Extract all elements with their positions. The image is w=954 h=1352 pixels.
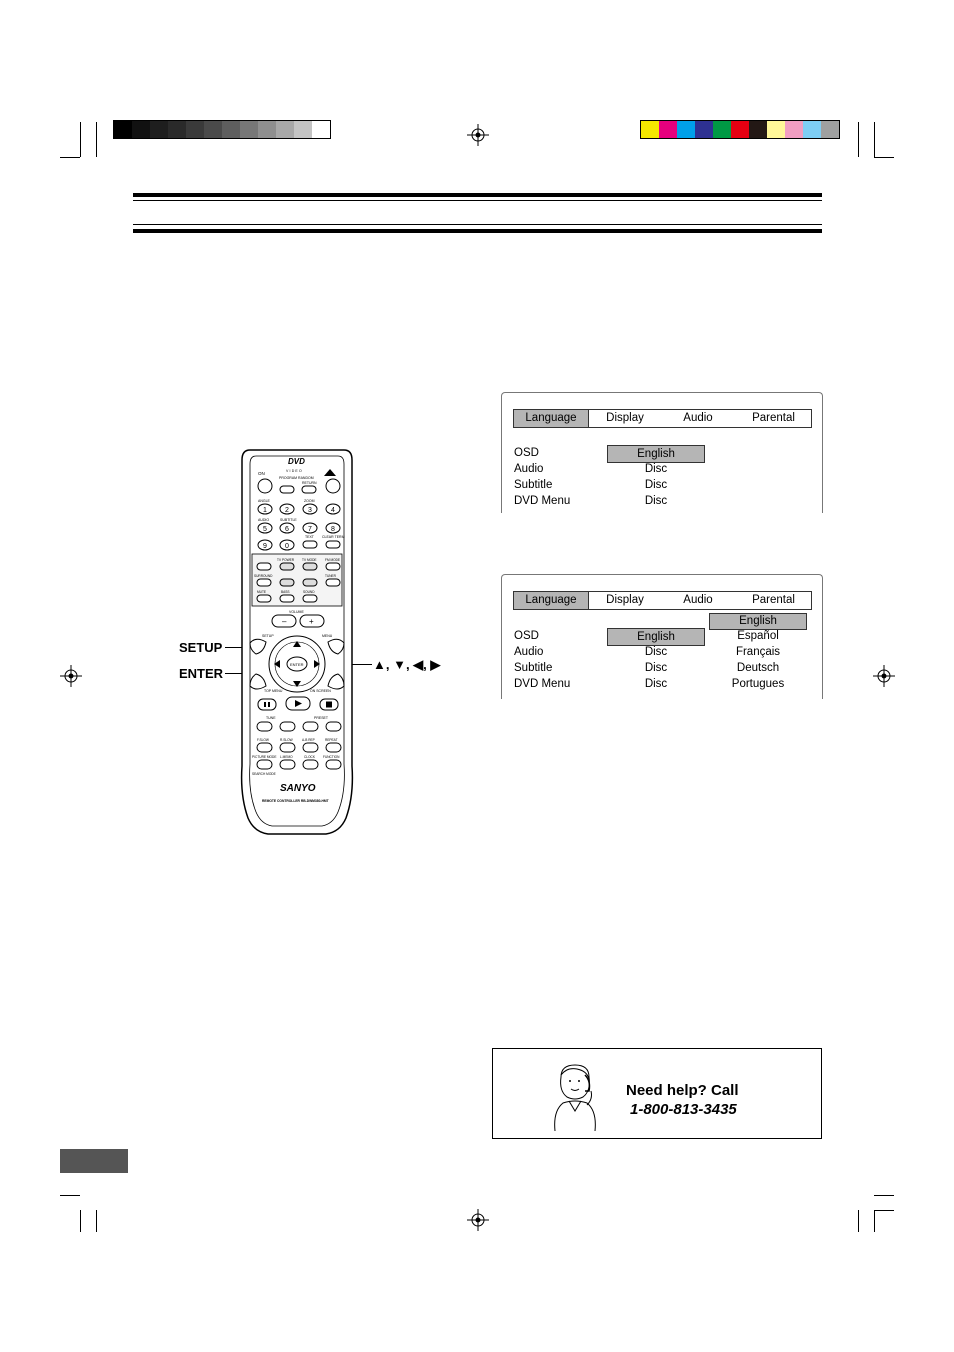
header-rule-bottom-thin bbox=[133, 224, 822, 225]
tab-parental[interactable]: Parental bbox=[752, 594, 795, 606]
bass-label: BASS bbox=[281, 590, 290, 594]
dvd-menu-row-value[interactable]: Disc bbox=[644, 678, 668, 690]
help-prompt: Need help? Call bbox=[626, 1082, 739, 1099]
program-button[interactable] bbox=[280, 486, 294, 493]
clock-button[interactable] bbox=[303, 760, 318, 769]
r-slow-label: R.SLOW bbox=[280, 738, 293, 742]
surround-button[interactable] bbox=[257, 579, 271, 586]
osd-language-menu bbox=[501, 392, 823, 513]
color-swatch bbox=[785, 121, 803, 138]
tab-audio[interactable]: Audio bbox=[683, 412, 713, 424]
audio-row-label: Audio bbox=[514, 646, 544, 658]
language-option[interactable]: Deutsch bbox=[736, 662, 780, 674]
help-operator-icon bbox=[547, 1061, 603, 1131]
angle-label: ANGLE bbox=[258, 499, 270, 503]
color-swatch bbox=[749, 121, 767, 138]
sound-label: SOUND bbox=[303, 590, 315, 594]
color-swatch bbox=[168, 121, 186, 138]
digit-button[interactable]: 9 bbox=[263, 543, 267, 550]
eject-button[interactable] bbox=[326, 479, 340, 493]
color-swatch bbox=[731, 121, 749, 138]
audio-row-value[interactable]: Disc bbox=[644, 463, 668, 475]
clear-term-label: CLEAR TERM bbox=[322, 535, 345, 539]
search-mode-label: SEARCH MODE bbox=[252, 772, 276, 776]
crop-mark bbox=[874, 1210, 875, 1232]
function-label: FUNCTION bbox=[323, 755, 340, 759]
on-screen-label: ON SCREEN bbox=[310, 689, 331, 693]
next-button[interactable] bbox=[326, 722, 341, 731]
crop-mark bbox=[874, 1210, 894, 1211]
subtitle-row-value[interactable]: Disc bbox=[644, 479, 668, 491]
sound-button[interactable] bbox=[303, 595, 317, 602]
setup-label: SETUP bbox=[262, 634, 274, 638]
tv-mode-label: TV MODE bbox=[302, 558, 317, 562]
top-menu-label: TOP MENU bbox=[264, 689, 283, 693]
crop-mark bbox=[60, 157, 80, 158]
f-slow-button[interactable] bbox=[257, 743, 272, 752]
header-rule-top-thin bbox=[133, 200, 822, 201]
mute-button[interactable] bbox=[257, 595, 271, 602]
tab-display[interactable]: Display bbox=[606, 412, 644, 424]
subtitle-row-label: Subtitle bbox=[514, 662, 553, 674]
clear-button[interactable] bbox=[326, 541, 340, 548]
color-swatch bbox=[222, 121, 240, 138]
audio-row-value[interactable]: Disc bbox=[644, 646, 668, 658]
tune-label: TUNE bbox=[266, 716, 276, 720]
color-swatch bbox=[677, 121, 695, 138]
audio-label: AUDIO bbox=[258, 518, 270, 522]
fm-mode-label: FM MODE bbox=[325, 558, 341, 562]
fm-mode-button[interactable] bbox=[326, 563, 340, 570]
digit-button[interactable]: 2 bbox=[285, 507, 289, 514]
color-swatch bbox=[114, 121, 132, 138]
color-swatch bbox=[132, 121, 150, 138]
subtitle-row-value[interactable]: Disc bbox=[644, 662, 668, 674]
tv-mode-button[interactable] bbox=[303, 563, 317, 570]
crop-mark bbox=[858, 122, 859, 157]
repeat-label: REPEAT bbox=[325, 738, 338, 742]
osd-tab-bar bbox=[513, 409, 812, 428]
help-phone-number[interactable]: 1-800-813-3435 bbox=[630, 1101, 737, 1118]
video-label: VIDEO bbox=[286, 469, 303, 473]
registration-mark-icon bbox=[60, 665, 82, 687]
arrows-callout-label: ▲, ▼, ◀, ▶ bbox=[373, 657, 441, 672]
language-option[interactable]: Français bbox=[735, 646, 781, 658]
l-memo-button[interactable] bbox=[280, 760, 295, 769]
help-box bbox=[492, 1048, 822, 1139]
digit-button[interactable]: 5 bbox=[263, 526, 267, 533]
text-button[interactable] bbox=[303, 541, 317, 548]
menu-label: MENU bbox=[322, 634, 333, 638]
osd-row-label: OSD bbox=[514, 447, 539, 459]
crop-mark bbox=[874, 157, 894, 158]
repeat-button[interactable] bbox=[326, 743, 341, 752]
crop-mark bbox=[874, 1195, 894, 1196]
color-swatch bbox=[713, 121, 731, 138]
crop-mark bbox=[96, 1210, 97, 1232]
osd-row-label: OSD bbox=[514, 630, 539, 642]
dvd-logo: DVD bbox=[288, 457, 305, 466]
color-swatch bbox=[767, 121, 785, 138]
osd-language-menu-expanded bbox=[501, 574, 823, 699]
dvd-menu-row-label: DVD Menu bbox=[514, 678, 571, 690]
crop-mark bbox=[96, 122, 97, 157]
l-memo-label: L.MEMO bbox=[280, 755, 293, 759]
sanyo-logo: SANYO bbox=[280, 783, 316, 794]
crop-mark bbox=[80, 122, 81, 157]
crop-mark bbox=[60, 1195, 80, 1196]
picture-mode-button[interactable] bbox=[257, 760, 272, 769]
tab-parental[interactable]: Parental bbox=[752, 412, 795, 424]
color-swatch bbox=[204, 121, 222, 138]
dvd-menu-row-label: DVD Menu bbox=[514, 495, 571, 507]
setup-callout-label: SETUP bbox=[179, 640, 223, 655]
model-label: REMOTE CONTROLLER RB-DWM380-HMT bbox=[262, 799, 329, 803]
registration-mark-icon bbox=[467, 1209, 489, 1231]
surround-label: SURROUND bbox=[254, 574, 273, 578]
registration-mark-icon bbox=[467, 124, 489, 146]
tv-button[interactable] bbox=[257, 563, 271, 570]
tv-power-label: TV POWER bbox=[277, 558, 295, 562]
osd-tab-bar bbox=[513, 591, 812, 610]
a-b-repeat-button[interactable] bbox=[303, 743, 318, 752]
digit-button[interactable]: 7 bbox=[308, 526, 312, 533]
color-swatch bbox=[240, 121, 258, 138]
clock-label: CLOCK bbox=[304, 755, 315, 759]
color-swatch bbox=[312, 121, 330, 138]
tab-language[interactable]: Language bbox=[514, 592, 589, 609]
stop-icon bbox=[326, 702, 332, 708]
return-button[interactable] bbox=[302, 486, 316, 493]
volume-label: VOLUME bbox=[289, 610, 304, 614]
tv-power-button[interactable] bbox=[280, 563, 294, 570]
osd-row-value[interactable]: English bbox=[607, 445, 705, 463]
color-swatch bbox=[821, 121, 839, 138]
color-swatch bbox=[150, 121, 168, 138]
process-color-bar bbox=[640, 120, 840, 139]
digit-button[interactable]: 8 bbox=[331, 526, 335, 533]
tuner-label: TUNER bbox=[325, 574, 336, 578]
digit-button[interactable]: 6 bbox=[285, 526, 289, 533]
digit-button[interactable]: 4 bbox=[331, 507, 335, 514]
a-b-rep-label: A-B REP bbox=[302, 738, 315, 742]
header-rule-top bbox=[133, 193, 822, 197]
tab-language[interactable]: Language bbox=[514, 410, 589, 427]
pause-icon bbox=[264, 702, 266, 707]
return-label: RETURN bbox=[302, 481, 317, 485]
subtitle-row-label: Subtitle bbox=[514, 479, 553, 491]
plus-icon: + bbox=[309, 617, 314, 626]
remote-control bbox=[236, 446, 358, 836]
zoom-label: ZOOM bbox=[304, 499, 315, 503]
rewind-button[interactable] bbox=[257, 722, 272, 731]
language-option[interactable]: Español bbox=[737, 630, 779, 642]
digit-button[interactable]: 3 bbox=[308, 507, 312, 514]
fast-forward-button[interactable] bbox=[280, 722, 295, 731]
color-swatch bbox=[803, 121, 821, 138]
pause-button[interactable] bbox=[258, 699, 276, 710]
color-swatch bbox=[294, 121, 312, 138]
color-swatch bbox=[641, 121, 659, 138]
tab-display[interactable]: Display bbox=[606, 594, 644, 606]
color-swatch bbox=[186, 121, 204, 138]
language-option[interactable]: Portugues bbox=[731, 678, 785, 690]
enter-label: ENTER bbox=[290, 662, 304, 667]
power-button[interactable] bbox=[258, 479, 272, 493]
digit-button[interactable]: 1 bbox=[263, 507, 267, 514]
crop-mark bbox=[80, 1210, 81, 1232]
page-number-tab bbox=[60, 1149, 128, 1173]
text-label: TEXT bbox=[305, 535, 314, 539]
on-label: ON bbox=[258, 471, 265, 476]
minus-icon: – bbox=[282, 617, 287, 626]
dvd-menu-row-value[interactable]: Disc bbox=[644, 495, 668, 507]
previous-button[interactable] bbox=[303, 722, 318, 731]
audio-row-label: Audio bbox=[514, 463, 544, 475]
subtitle-label: SUBTITLE bbox=[280, 518, 297, 522]
r-slow-button[interactable] bbox=[280, 743, 295, 752]
color-swatch bbox=[659, 121, 677, 138]
mute-label: MUTE bbox=[257, 590, 267, 594]
digit-button[interactable]: 0 bbox=[285, 543, 289, 550]
registration-mark-icon bbox=[873, 665, 895, 687]
tuner-button[interactable] bbox=[326, 579, 340, 586]
tab-audio[interactable]: Audio bbox=[683, 594, 713, 606]
picture-mode-label: PICTURE MODE bbox=[252, 755, 277, 759]
header-rule-bottom bbox=[133, 229, 822, 233]
color-swatch bbox=[695, 121, 713, 138]
color-swatch bbox=[258, 121, 276, 138]
function-button[interactable] bbox=[326, 760, 341, 769]
tv-channel-down-button[interactable] bbox=[280, 579, 294, 586]
language-option[interactable]: English bbox=[709, 613, 807, 630]
tv-channel-up-button[interactable] bbox=[303, 579, 317, 586]
program-random-label: PROGRAM RANDOM bbox=[279, 476, 314, 480]
crop-mark bbox=[858, 1210, 859, 1232]
f-slow-label: F.SLOW bbox=[257, 738, 269, 742]
crop-mark bbox=[874, 122, 875, 157]
grayscale-color-bar bbox=[113, 120, 331, 139]
enter-callout-label: ENTER bbox=[179, 666, 224, 681]
bass-button[interactable] bbox=[280, 595, 294, 602]
osd-row-value[interactable]: English bbox=[607, 628, 705, 646]
preset-label: PRESET bbox=[314, 716, 329, 720]
color-swatch bbox=[276, 121, 294, 138]
